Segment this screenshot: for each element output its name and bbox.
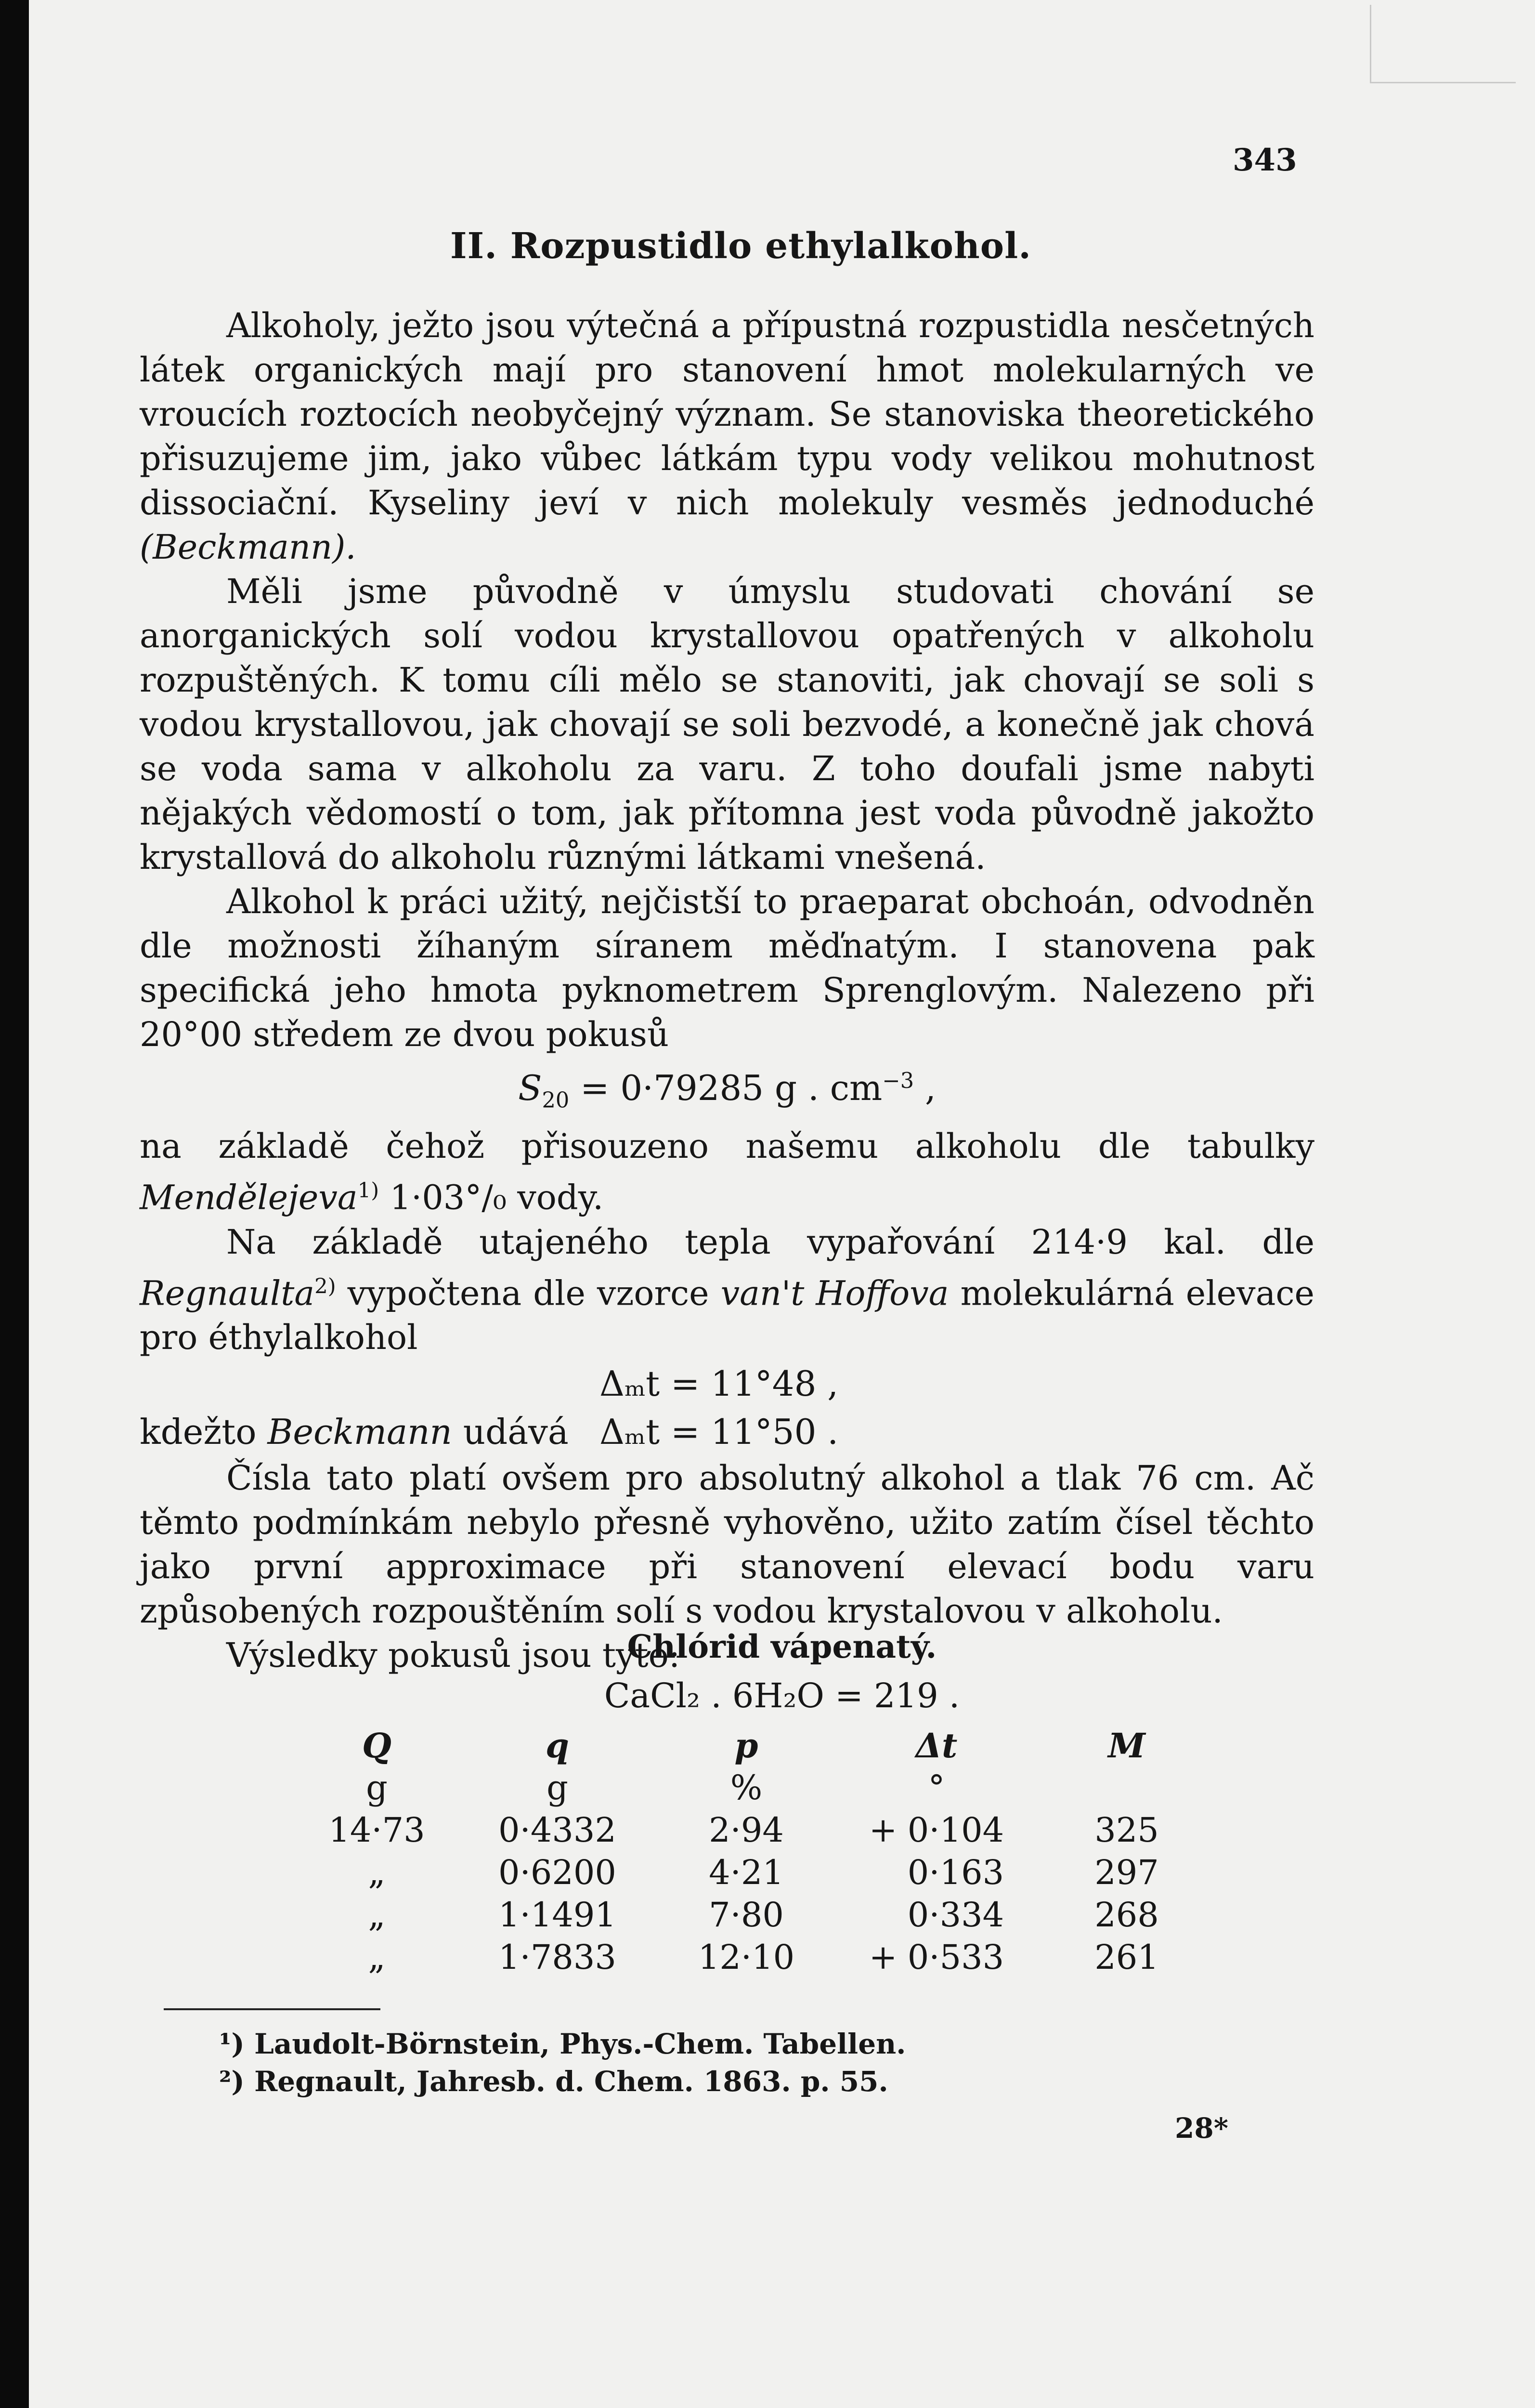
- results-table: [303, 1724, 1209, 1978]
- paragraph-6: Čísla tato platí ovšem pro absolutný alkohol a tlak 76 cm. Ač těmto podmínkám nebylo přesně vyhověno, užito zatím čísel těchto jako první approximace při stanovení elevací bodu varu způsobených rozpouštěním solí s vodou krystalovou v alkoholu.: [140, 1458, 1314, 1631]
- section-title: II. Rozpustidlo ethylalkohol.: [450, 225, 1032, 267]
- col-header-dt: Δt: [915, 1725, 958, 1766]
- col-header-M: M: [1108, 1725, 1145, 1766]
- page-number: 343: [1233, 142, 1297, 178]
- paragraph-7: Výsledky pokusů jsou tyto:: [226, 1636, 680, 1675]
- citation-beckmann: (Beckmann).: [140, 527, 356, 567]
- body-text: [140, 303, 1314, 1677]
- footnotes: [219, 2025, 906, 2100]
- printer-signature: 28*: [1175, 2112, 1229, 2145]
- paragraph-4: na základě čehož přisouzeno našemu alkoholu dle tabulky Mendělejeva$^{1)}$ 1·03°/₀ vody.: [140, 1126, 1314, 1217]
- table-row: „ 1·7833 12·10 + 0·533 261: [368, 1937, 1159, 1977]
- footnote-1: ¹) Laudolt-Börnstein, Phys.-Chem. Tabellen.: [219, 2028, 906, 2060]
- unit-p: %: [730, 1768, 763, 1807]
- footnote-ref-1[interactable]: 1): [357, 1178, 379, 1203]
- paragraph-3: Alkohol k práci užitý, nejčistší to praeparat obchoán, odvodněn dle možnosti žíhaným síranem měďnatým. I stanovena pak specifická jeho hmota pyknometrem Sprenglovým. Nalezeno při 20°00 středem ze dvou pokusů: [140, 882, 1314, 1054]
- table-row: 14·73 0·4332 2·94 + 0·104 325: [328, 1810, 1159, 1850]
- citation-regnault: Regnaulta: [140, 1273, 315, 1313]
- col-header-Q: Q: [362, 1725, 391, 1766]
- footnote-divider: [164, 2008, 380, 2010]
- paragraph-2: Měli jsme původně v úmyslu studovati chování se anorganických solí vodou krystallovou opatřených v alkoholu rozpuštěných. K tomu cíli mělo se stanoviti, jak chovají se soli s vodou krystallovou, jak chovají se soli bezvodé, a konečně jak chová se voda sama v alkoholu za varu. Z toho doufali jsme nabyti nějakých vědomostí o tom, jak přítomna jest voda původně jakožto krystallová do alkoholu různými látkami vnešená.: [140, 572, 1314, 877]
- page: [29, 0, 1535, 2408]
- unit-M: [1045, 1767, 1209, 1809]
- density-formula: $S_{20} = 0\cdot 79285$ g . $cm^{-3}$ ,: [518, 1068, 936, 1113]
- table-formula: CaCl₂ . 6H₂O = 219 .: [604, 1676, 960, 1715]
- table-title: Chlórid vápenatý.: [627, 1628, 937, 1665]
- citation-mendelejev: Mendělejeva: [140, 1178, 358, 1217]
- scan-edge: [0, 0, 29, 2408]
- paragraph-1: Alkoholy, ježto jsou výtečná a přípustná rozpustidla nesčetných látek organických mají pro stanovení hmot molekularných ve vroucích roztocích neobyčejný význam. Se stanoviska theoretického přisuzujeme jim, jako vůbec látkám typu vody velikou mohutnost dissociační. Kyseliny jeví v nich molekuly vesměs jednoduché (Beckmann).: [140, 306, 1314, 567]
- corner-bleed-mark: [1370, 5, 1516, 83]
- footnote-2: ²) Regnault, Jahresb. d. Chem. 1863. p. 55.: [219, 2065, 888, 2098]
- table-row: „ 0·6200 4·21 0·163 297: [368, 1853, 1159, 1892]
- citation-vant-hoff: van't Hoffova: [720, 1273, 949, 1313]
- elevation-formula-1: Δₘt = 11°48 ,: [599, 1363, 839, 1404]
- table-unit-row: [303, 1767, 1209, 1809]
- unit-dt: °: [928, 1768, 945, 1807]
- elevation-formula-2: kdežto Beckmann udává Δₘt = 11°50 .: [140, 1412, 839, 1453]
- unit-Q: g: [366, 1768, 388, 1807]
- table-header-row: [303, 1724, 1209, 1767]
- col-header-p: p: [734, 1725, 758, 1766]
- unit-q: g: [546, 1768, 568, 1807]
- footnote-ref-2[interactable]: 2): [314, 1274, 336, 1298]
- table-row: „ 1·1491 7·80 0·334 268: [368, 1895, 1159, 1935]
- col-header-q: q: [546, 1725, 569, 1766]
- paragraph-5: Na základě utajeného tepla vypařování 214·9 kal. dle Regnaulta$^{2)}$ vypočtena dle vzorce van't Hoffova molekulárná elevace pro éthylalkohol: [140, 1222, 1314, 1358]
